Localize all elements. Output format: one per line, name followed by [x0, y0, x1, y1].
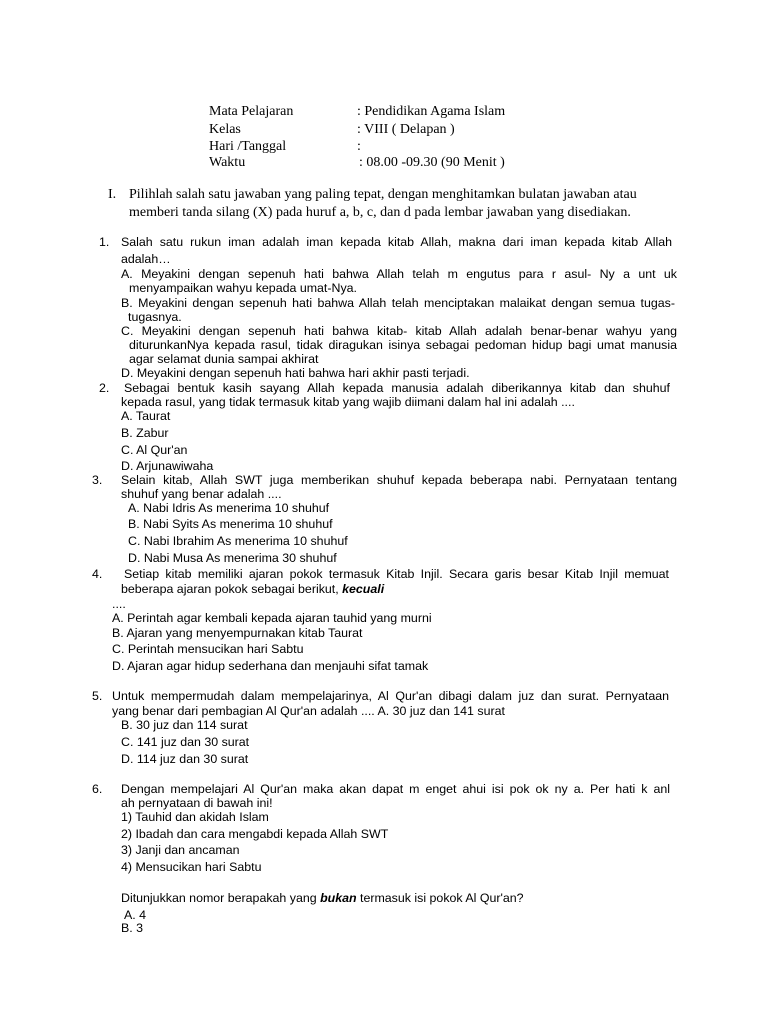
- question-text: Selain kitab, Allah SWT juga memberikan shuhuf kepada beberapa nabi. Pernyataan tentang: [121, 473, 677, 487]
- option-c: C. Perintah mensucikan hari Sabtu: [112, 642, 304, 656]
- question-text: ah pernyataan di bawah ini!: [121, 796, 273, 810]
- option-b: B. Nabi Syits As menerima 10 shuhuf: [128, 517, 333, 531]
- emphasis-bukan: bukan: [320, 891, 357, 905]
- option-b: B. Meyakini dengan sepenuh hati bahwa Allah telah menciptakan malaikat dengan semua tugas-: [121, 296, 675, 310]
- option-a-cont: menyampaikan wahyu kepada umat-Nya.: [129, 281, 357, 295]
- header-label-time: Waktu: [209, 155, 246, 170]
- question-prompt: [121, 891, 524, 906]
- question-text: kepada rasul, yang tidak termasuk kitab yang wajib diimani dalam hal ini adalah ....: [121, 395, 575, 409]
- option-d: D. Ajaran agar hidup sederhana dan menjauhi sifat tamak: [112, 659, 429, 673]
- question-number: 3.: [92, 473, 103, 487]
- question-number: 1.: [99, 235, 110, 249]
- header-value-time: : 08.00 -09.30 (90 Menit ): [359, 155, 505, 170]
- list-item: 2) Ibadah dan cara mengabdi kepada Allah SWT: [121, 827, 389, 841]
- instruction-line: memberi tanda silang (X) pada huruf a, b, c, dan d pada lembar jawaban yang disediakan.: [129, 205, 631, 220]
- question-text: Untuk mempermudah dalam mempelajarinya, Al Qur'an dibagi dalam juz dan surat. Pernyataan: [112, 689, 669, 703]
- emphasis-kecuali: kecuali: [342, 582, 385, 596]
- option-a: A. 4: [124, 908, 147, 922]
- question-number: 5.: [92, 689, 103, 703]
- question-text: Setiap kitab memiliki ajaran pokok termasuk Kitab Injil. Secara garis besar Kitab Injil memuat: [124, 567, 669, 581]
- option-d: D. Nabi Musa As menerima 30 shuhuf: [128, 551, 337, 565]
- list-item: 3) Janji dan ancaman: [121, 843, 240, 857]
- option-b: B. 3: [121, 921, 144, 935]
- question-dots: ....: [112, 597, 126, 611]
- header-label-subject: Mata Pelajaran: [209, 104, 294, 119]
- list-item: 4) Mensucikan hari Sabtu: [121, 860, 262, 874]
- option-c: C. Al Qur'an: [121, 443, 188, 457]
- option-a: A. Perintah agar kembali kepada ajaran tauhid yang murni: [112, 611, 432, 625]
- option-d: D. Meyakini dengan sepenuh hati bahwa hari akhir pasti terjadi.: [121, 366, 470, 380]
- header-value-date: :: [357, 139, 361, 154]
- question-number: 4.: [92, 567, 103, 581]
- option-a: A. Taurat: [121, 409, 171, 423]
- prompt-text: Ditunjukkan nomor berapakah yang: [121, 891, 321, 905]
- instruction-line: Pilihlah salah satu jawaban yang paling tepat, dengan menghitamkan bulatan jawaban atau: [129, 187, 637, 202]
- option-d: D. 114 juz dan 30 surat: [121, 752, 249, 766]
- option-c: C. Nabi Ibrahim As menerima 10 shuhuf: [128, 534, 348, 548]
- header-label-date: Hari /Tanggal: [209, 139, 287, 154]
- option-b: B. 30 juz dan 114 surat: [121, 718, 248, 732]
- question-text-part: beberapa ajaran pokok sebagai berikut,: [121, 582, 343, 596]
- question-number: 6.: [92, 782, 103, 796]
- option-c: C. 141 juz dan 30 surat: [121, 735, 250, 749]
- option-c-cont: agar selamat dunia sampai akhirat: [129, 352, 319, 366]
- option-c-cont: diturunkanNya kepada rasul, tidak diragukan isinya sebagai pedoman hidup bagi umat manusia: [129, 338, 677, 352]
- option-c: C. Meyakini dengan sepenuh hati bahwa kitab- kitab Allah adalah benar-benar wahyu yang: [121, 324, 677, 338]
- option-a: A. Meyakini dengan sepenuh hati bahwa Allah telah m engutus para r asul- Ny a unt uk: [121, 267, 677, 281]
- question-number: 2.: [99, 381, 110, 395]
- question-text: Dengan mempelajari Al Qur'an maka akan dapat m enget ahui isi pok ok ny a. Per hati k anl: [121, 782, 670, 796]
- question-text: yang benar dari pembagian Al Qur'an adalah .... A. 30 juz dan 141 surat: [112, 704, 505, 718]
- question-text: adalah…: [121, 252, 171, 266]
- option-b: B. Zabur: [121, 426, 169, 440]
- option-a: A. Nabi Idris As menerima 10 shuhuf: [128, 501, 330, 515]
- list-item: 1) Tauhid dan akidah Islam: [121, 810, 269, 824]
- option-b-cont: tugasnya.: [128, 310, 182, 324]
- header-value-class: : VIII ( Delapan ): [357, 122, 455, 137]
- question-text: Sebagai bentuk kasih sayang Allah kepada manusia adalah diberikannya kitab dan shuhuf: [124, 381, 670, 395]
- instruction-number: I.: [108, 187, 117, 202]
- option-b: B. Ajaran yang menyempurnakan kitab Taurat: [112, 626, 363, 640]
- question-text: [121, 582, 384, 597]
- question-text: Salah satu rukun iman adalah iman kepada kitab Allah, makna dari iman kepada kitab Allah: [121, 235, 672, 249]
- option-d: D. Arjunawiwaha: [121, 459, 214, 473]
- prompt-text: termasuk isi pokok Al Qur'an?: [356, 891, 524, 905]
- question-text: shuhuf yang benar adalah ....: [121, 487, 282, 501]
- header-label-class: Kelas: [209, 122, 241, 137]
- header-value-subject: : Pendidikan Agama Islam: [357, 104, 506, 119]
